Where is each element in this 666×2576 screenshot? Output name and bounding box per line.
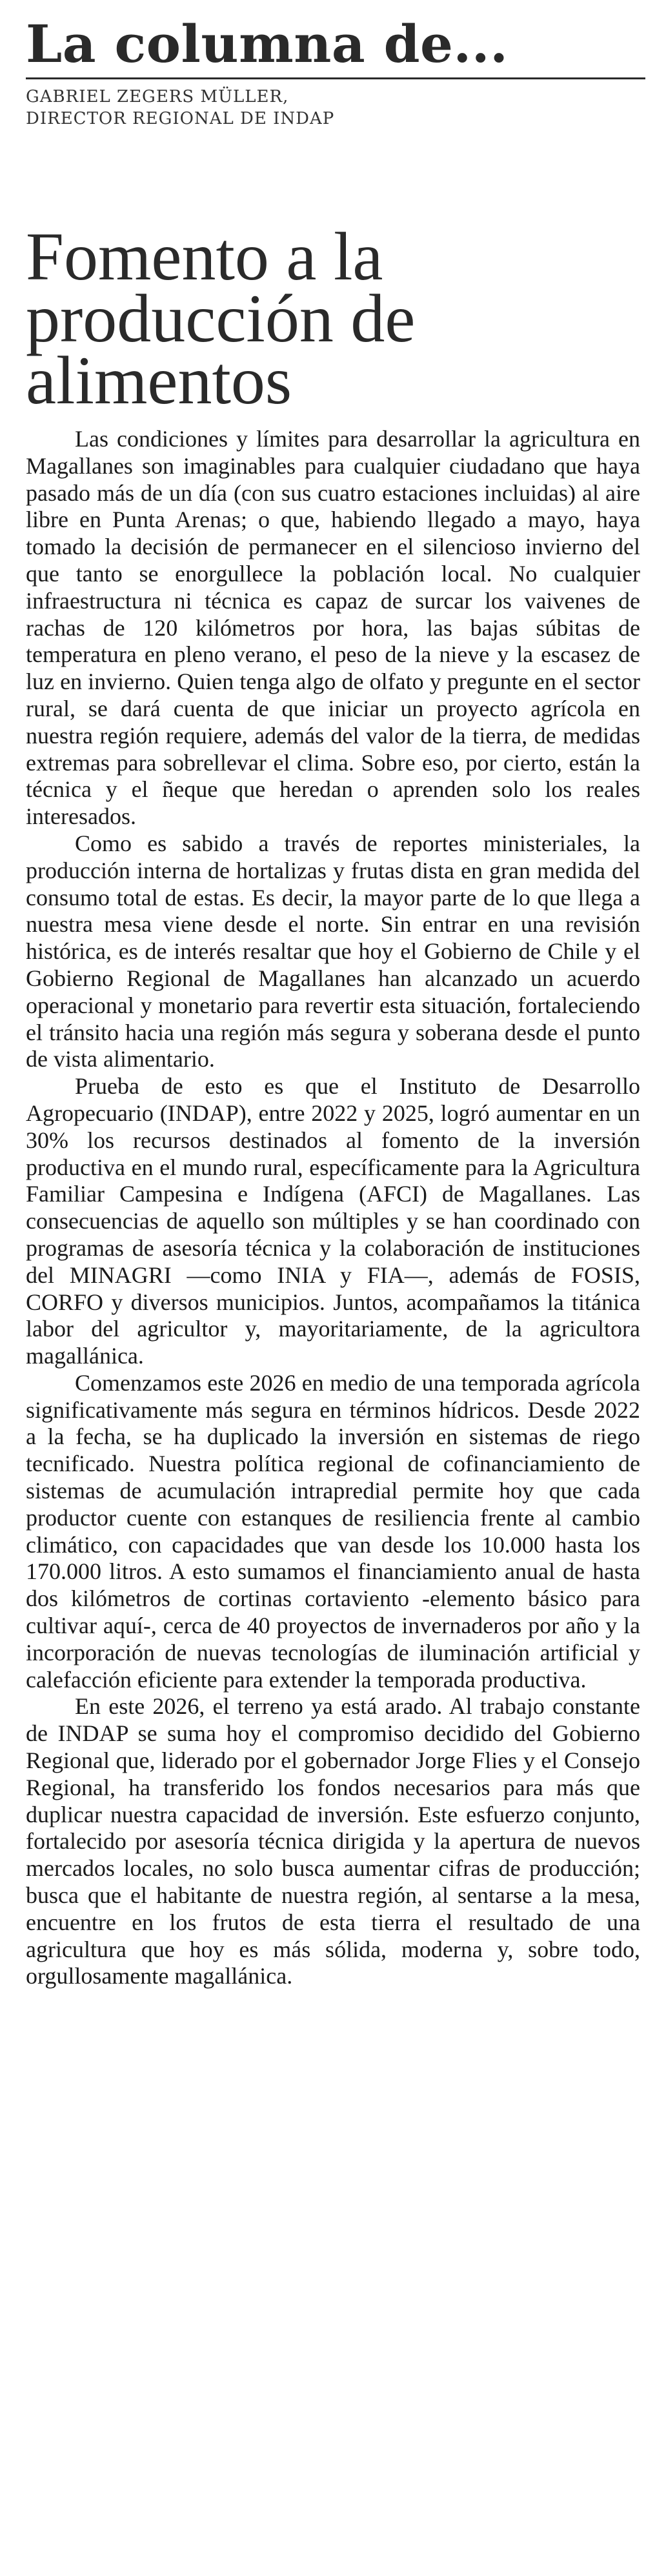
paragraph-5: En este 2026, el terreno ya está arado. Al trabajo constante de INDAP se suma hoy el compromiso decidido del Gobierno Regional que, liderado por el gobernador Jorge Flies y el Consejo Regional, ha transferido los fondos necesarios para más que duplicar nuestra capacidad de inversión. Este esfuerzo conjunto, fortalecido por asesoría técnica dirigida y la apertura de nuevos mercados locales, no solo busca aumentar cifras de producción; busca que el habitante de nuestra región, al sentarse a la mesa, encuentre en los frutos de esta tierra el resultado de una agricultura que hoy es más sólida, moderna y, sobre todo, orgullosamente magallánica.	[26, 1693, 640, 1989]
header-divider	[26, 77, 645, 79]
headline-line-2: producción de	[26, 281, 416, 356]
headline-line-1: Fomento a la	[26, 219, 383, 294]
paragraph-2: Como es sabido a través de reportes ministeriales, la producción interna de hortalizas y frutas dista en gran medida del consumo total de estas. Es decir, la mayor parte de lo que llega a nuestra mesa viene desde el norte. Sin entrar en una revisión histórica, es de interés resaltar que hoy el Gobierno de Chile y el Gobierno Regional de Magallanes han alcanzado un acuerdo operacional y monetario para revertir esta situación, fortaleciendo el tránsito hacia una región más segura y soberana desde el punto de vista alimentario.	[26, 830, 640, 1072]
byline	[26, 86, 645, 130]
column-header	[26, 13, 645, 130]
section-title: La columna de...	[26, 14, 509, 74]
paragraph-4: Comenzamos este 2026 en medio de una temporada agrícola significativamente más segura en términos hídricos. Desde 2022 a la fecha, se ha duplicado la inversión en sistemas de riego tecnificado. Nuestra política regional de cofinanciamiento de sistemas de acumulación intrapredial permite hoy que cada productor cuente con estanques de resiliencia frente al cambio climático, con capacidades que van desde los 10.000 hasta los 170.000 litros. A esto sumamos el financiamiento anual de hasta dos kilómetros de cortinas cortaviento -elemento básico para cultivar aquí-, cerca de 40 proyectos de invernaderos por año y la incorporación de nuevas tecnologías de iluminación artificial y calefacción eficiente para extender la temporada productiva.	[26, 1369, 640, 1693]
article-headline	[26, 219, 645, 418]
author-name: GABRIEL ZEGERS MÜLLER,	[26, 87, 289, 106]
paragraph-1: Las condiciones y límites para desarrollar la agricultura en Magallanes son imaginables para cualquier ciudadano que haya pasado más de un día (con sus cuatro estaciones incluidas) al aire libre en Punta Arenas; o que, habiendo llegado a mayo, haya tomado la decisión de permanecer en el silencioso invierno del que tanto se enorgullece la población local. No cualquier infraestructura ni técnica es capaz de surcar los vaivenes de rachas de 120 kilómetros por hora, las bajas súbitas de temperatura en pleno verano, el peso de la nieve y la escasez de luz en invierno. Quien tenga algo de olfato y pregunte en el sector rural, se dará cuenta de que iniciar un proyecto agrícola en nuestra región requiere, además del valor de la tierra, de medidas extremas para sobrellevar el clima. Sobre eso, por cierto, están la técnica y el ñeque que heredan o aprenden solo los reales interesados.	[26, 426, 640, 830]
article-body	[26, 426, 640, 1990]
paragraph-3: Prueba de esto es que el Instituto de Desarrollo Agropecuario (INDAP), entre 2022 y 2025, logró aumentar en un 30% los recursos destinados al fomento de la inversión productiva en el mundo rural, específicamente para la Agricultura Familiar Campesina e Indígena (AFCI) de Magallanes. Las consecuencias de aquello son múltiples y se han coordinado con programas de asesoría técnica y la colaboración de instituciones del MINAGRI —como INIA y FIA—, además de FOSIS, CORFO y diversos municipios. Juntos, acompañamos la titánica labor del agricultor y, mayoritariamente, de la agricultora magallánica.	[26, 1073, 640, 1369]
headline-line-3: alimentos	[26, 343, 292, 418]
author-role: DIRECTOR REGIONAL DE INDAP	[26, 109, 335, 128]
